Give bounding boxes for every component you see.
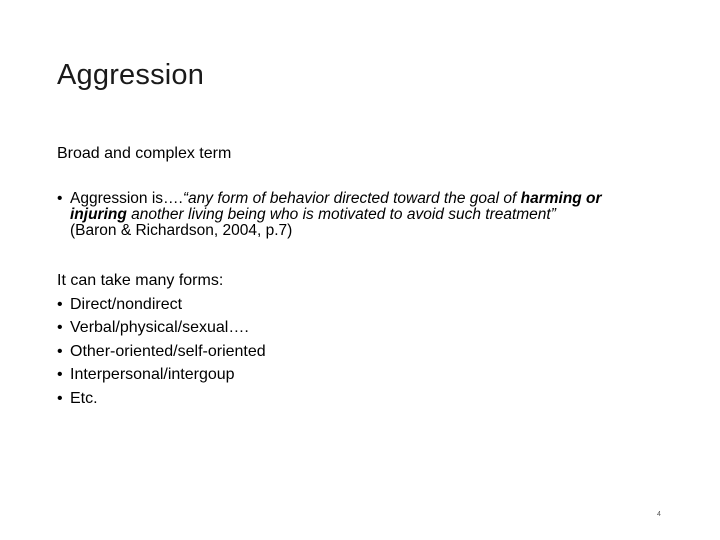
quote-line-1 [57, 191, 687, 207]
list-item [57, 316, 266, 340]
forms-list [57, 293, 266, 411]
bullet-marker: • [57, 319, 63, 336]
forms-heading: It can take many forms: [57, 272, 224, 289]
quote-line-3 [57, 223, 687, 239]
quote-italic-part-2: another living being who is motivated to avoid such treatment” [126, 206, 556, 223]
quote-emphasis-harming: harming or [520, 190, 602, 207]
list-item-label: Other-oriented/self-oriented [70, 342, 266, 360]
list-item-label: Interpersonal/intergoup [70, 366, 235, 383]
quote-emphasis-injuring: injuring [70, 206, 127, 223]
forms-section [57, 269, 266, 410]
page-number: 4 [657, 511, 661, 518]
list-item [57, 387, 266, 411]
slide-title: Aggression [57, 59, 205, 91]
quote-line-2 [57, 207, 687, 223]
list-item-label: Verbal/physical/sexual…. [70, 319, 249, 336]
quote-lead-text: Aggression is…. [70, 190, 183, 207]
bullet-marker: • [57, 342, 63, 360]
bullet-marker: • [57, 295, 63, 313]
quote-lead [70, 191, 602, 207]
list-item-label: Direct/nondirect [70, 295, 183, 313]
bullet-marker: • [57, 389, 63, 407]
slide-subtitle: Broad and complex term [57, 145, 232, 162]
bullet-marker: • [57, 190, 63, 207]
list-item [57, 363, 266, 387]
list-item [57, 340, 266, 364]
quote-continuation [70, 207, 556, 223]
definition-quote [57, 191, 687, 239]
quote-italic-part-1: “any form of behavior directed toward the goal of [182, 190, 521, 207]
list-item-label: Etc. [70, 389, 98, 407]
bullet-marker: • [57, 366, 63, 383]
list-item [57, 293, 266, 317]
quote-citation: (Baron & Richardson, 2004, p.7) [70, 222, 293, 239]
